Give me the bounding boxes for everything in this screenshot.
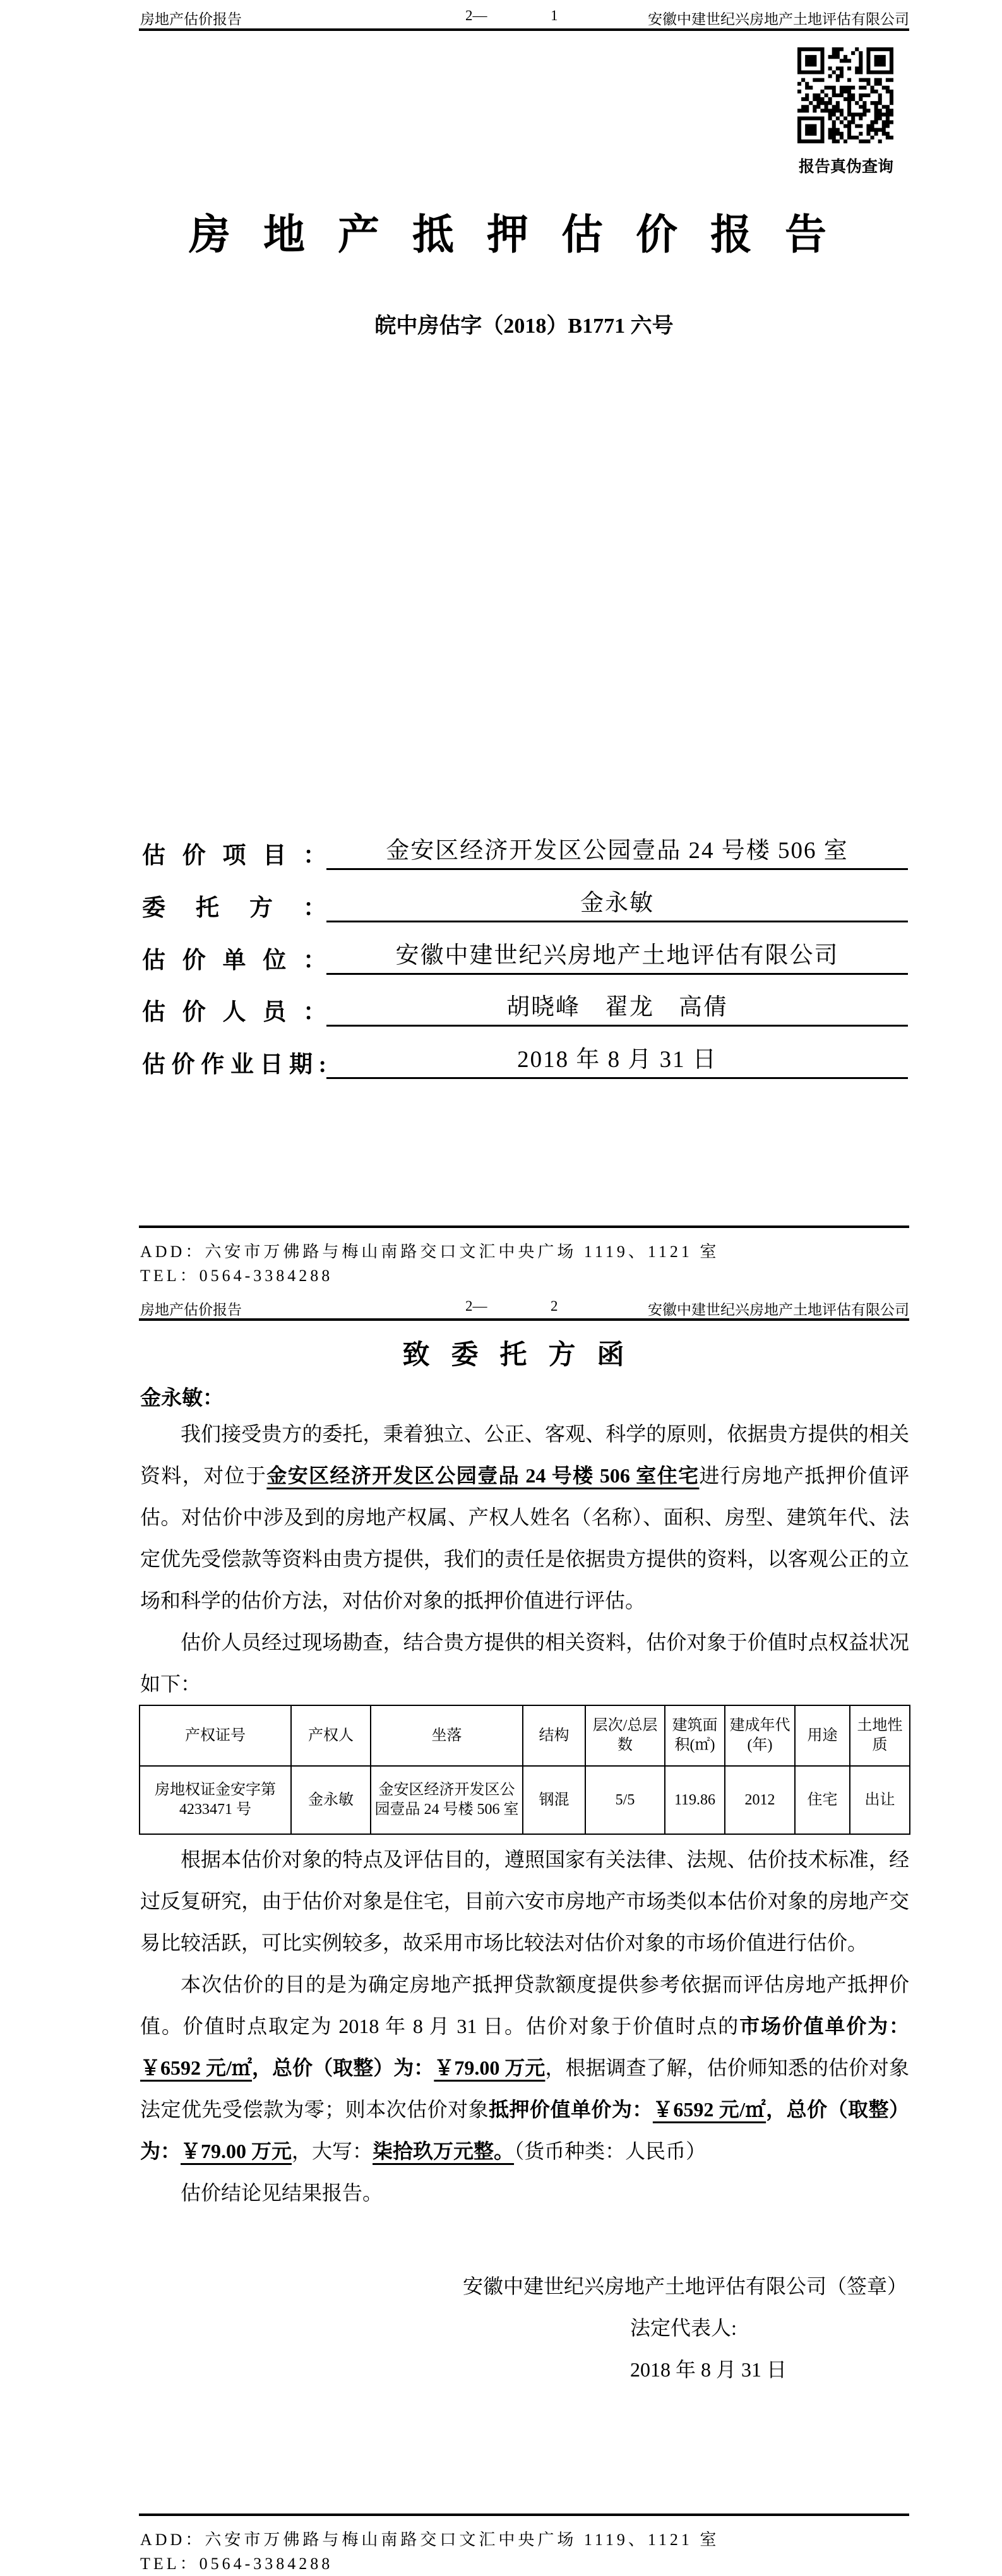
letter-title: 致委托方函 xyxy=(402,1340,646,1370)
footer-tel: TEL：0564-3384288 xyxy=(140,2555,333,2573)
cell-area: 119.86 xyxy=(665,1766,725,1834)
col-header-location: 坐落 xyxy=(371,1705,523,1766)
text-segment: ￥79.00 万元 xyxy=(181,2140,292,2162)
text-segment: 抵押价值单价为： xyxy=(489,2098,653,2121)
running-header-volume: 2— xyxy=(465,1298,487,1314)
cell-owner: 金永敏 xyxy=(291,1766,371,1834)
table-row xyxy=(140,1766,910,1834)
col-header-year-built: 建成年代(年) xyxy=(725,1705,795,1766)
header-rule xyxy=(139,28,909,31)
col-header-structure: 结构 xyxy=(523,1705,585,1766)
col-header-use: 用途 xyxy=(795,1705,850,1766)
text-segment: 金安区经济开发区公园壹品 24 号楼 506 室住宅 xyxy=(266,1464,700,1487)
signature-company: 安徽中建世纪兴房地产土地评估有限公司（签章） xyxy=(462,2275,907,2298)
legal-representative-label: 法定代表人: xyxy=(630,2317,737,2339)
letter-body-bottom xyxy=(140,1839,909,2214)
text-segment: ￥6592 元/㎡ xyxy=(652,2098,766,2121)
text-segment: ￥6592 元/㎡ xyxy=(140,2056,253,2079)
field-label-project: 估价项目： xyxy=(142,842,326,869)
text-segment: 市场价值单价为： xyxy=(739,2015,909,2037)
paragraph-engagement xyxy=(140,1413,909,1621)
running-header-title: 房地产估价报告 xyxy=(140,1302,242,1318)
text-segment: 进行房地产抵押价值评估。对估价中涉及到的房地产权属、产权人姓名（名称）、面积、房型、建筑年代、法定优先受偿款等资料由贵方提供，我们的责任是依据贵方提供的资料，以客观公正的立场和科学的估价方法，对估价对象的抵押价值进行评估。 xyxy=(140,1464,909,1612)
paragraph-method: 根据本估价对象的特点及评估目的，遵照国家有关法律、法规、估价技术标准，经过反复研究，由于估价对象是住宅，目前六安市房地产市场类似本估价对象的房地产交易比较活跃，可比实例较多，故采用市场比较法对估价对象的市场价值进行估价。 xyxy=(140,1848,909,1954)
page-number: 1 xyxy=(551,8,558,23)
running-header-title: 房地产估价报告 xyxy=(140,11,242,27)
text-segment: ￥79.00 万元 xyxy=(434,2056,546,2079)
field-label-date: 估价作业日期: xyxy=(142,1051,326,1078)
field-row-project xyxy=(142,835,908,870)
field-row-date xyxy=(142,1044,908,1079)
property-rights-table xyxy=(139,1705,910,1835)
cell-year-built: 2012 xyxy=(725,1766,795,1834)
field-row-appraisers xyxy=(142,991,908,1027)
field-value-client: 金永敏 xyxy=(326,889,908,922)
col-header-floor: 层次/总层数 xyxy=(585,1705,665,1766)
cell-structure: 钢混 xyxy=(523,1766,585,1834)
text-segment: 柒拾玖万元整。 xyxy=(373,2140,515,2162)
col-header-land-nature: 土地性质 xyxy=(850,1705,910,1766)
footer-address: ADD：六安市万佛路与梅山南路交口文汇中央广场 1119、1121 室 xyxy=(140,1243,720,1261)
table-header-row xyxy=(140,1705,910,1766)
field-label-appraisers: 估价人员： xyxy=(142,999,326,1025)
text-segment: 本次估价的目的是为确定房地产抵押贷款额度提供参考依据而评估房地产抵押价值。价值时点取定为 2018 年 8 月 31 日。估价对象于价值时点的 xyxy=(140,1973,909,2037)
signature-date: 2018 年 8 月 31 日 xyxy=(630,2358,787,2381)
col-header-area: 建筑面积(㎡) xyxy=(665,1705,725,1766)
page-number: 2 xyxy=(551,1298,558,1314)
salutation: 金永敏： xyxy=(140,1387,224,1410)
footer-rule xyxy=(139,2513,909,2516)
field-value-project: 金安区经济开发区公园壹品 24 号楼 506 室 xyxy=(326,837,908,870)
field-label-agency: 估价单位： xyxy=(142,947,326,974)
field-value-appraisers: 胡晓峰 翟龙 高倩 xyxy=(326,993,908,1027)
qr-code xyxy=(797,47,893,147)
cell-location: 金安区经济开发区公园壹品 24 号楼 506 室 xyxy=(371,1766,523,1834)
field-value-agency: 安徽中建世纪兴房地产土地评估有限公司 xyxy=(326,941,908,975)
letter-body-top xyxy=(140,1413,909,1705)
qr-caption: 报告真伪查询 xyxy=(798,158,893,176)
text-segment: ，大写： xyxy=(292,2140,373,2162)
field-value-date: 2018 年 8 月 31 日 xyxy=(326,1046,908,1079)
running-header-volume: 2— xyxy=(465,8,487,23)
running-header-company: 安徽中建世纪兴房地产土地评估有限公司 xyxy=(648,1302,909,1318)
cell-certificate-no: 房地权证金安字第4233471 号 xyxy=(140,1766,291,1834)
footer-address: ADD：六安市万佛路与梅山南路交口文汇中央广场 1119、1121 室 xyxy=(140,2531,720,2549)
running-header-company: 安徽中建世纪兴房地产土地评估有限公司 xyxy=(648,11,909,27)
field-label-client: 委托方： xyxy=(142,895,326,921)
cell-use: 住宅 xyxy=(795,1766,850,1834)
col-header-owner: 产权人 xyxy=(291,1705,371,1766)
field-row-client xyxy=(142,887,908,922)
cell-land-nature: 出让 xyxy=(850,1766,910,1834)
text-segment: ，总价（取整）为： xyxy=(140,2098,909,2162)
paragraph-valuation-result xyxy=(140,1964,909,2172)
footer-tel: TEL：0564-3384288 xyxy=(140,1267,333,1285)
text-segment: 我们接受贵方的委托，秉着独立、公正、客观、科学的原则，依据贵方提供的相关资料，对位于 xyxy=(140,1422,909,1487)
text-segment: ，总价（取整）为： xyxy=(252,2056,434,2079)
field-row-agency xyxy=(142,939,908,975)
cell-floor: 5/5 xyxy=(585,1766,665,1834)
text-segment: （货币种类：人民币） xyxy=(514,2140,707,2162)
col-header-certificate-no: 产权证号 xyxy=(140,1705,291,1766)
report-title: 房地产抵押估价报告 xyxy=(189,212,859,258)
header-rule xyxy=(139,1318,909,1321)
text-segment: ，根据调查了解，估价师知悉的估价对象法定优先受偿款为零；则本次估价对象 xyxy=(140,2056,909,2121)
footer-rule xyxy=(139,1225,909,1228)
report-number: 皖中房估字（2018）B1771 六号 xyxy=(374,314,674,338)
paragraph-conclusion-note: 估价结论见结果报告。 xyxy=(181,2181,383,2204)
paragraph-survey: 估价人员经过现场勘查，结合贵方提供的相关资料，估价对象于价值时点权益状况如下： xyxy=(140,1631,909,1695)
